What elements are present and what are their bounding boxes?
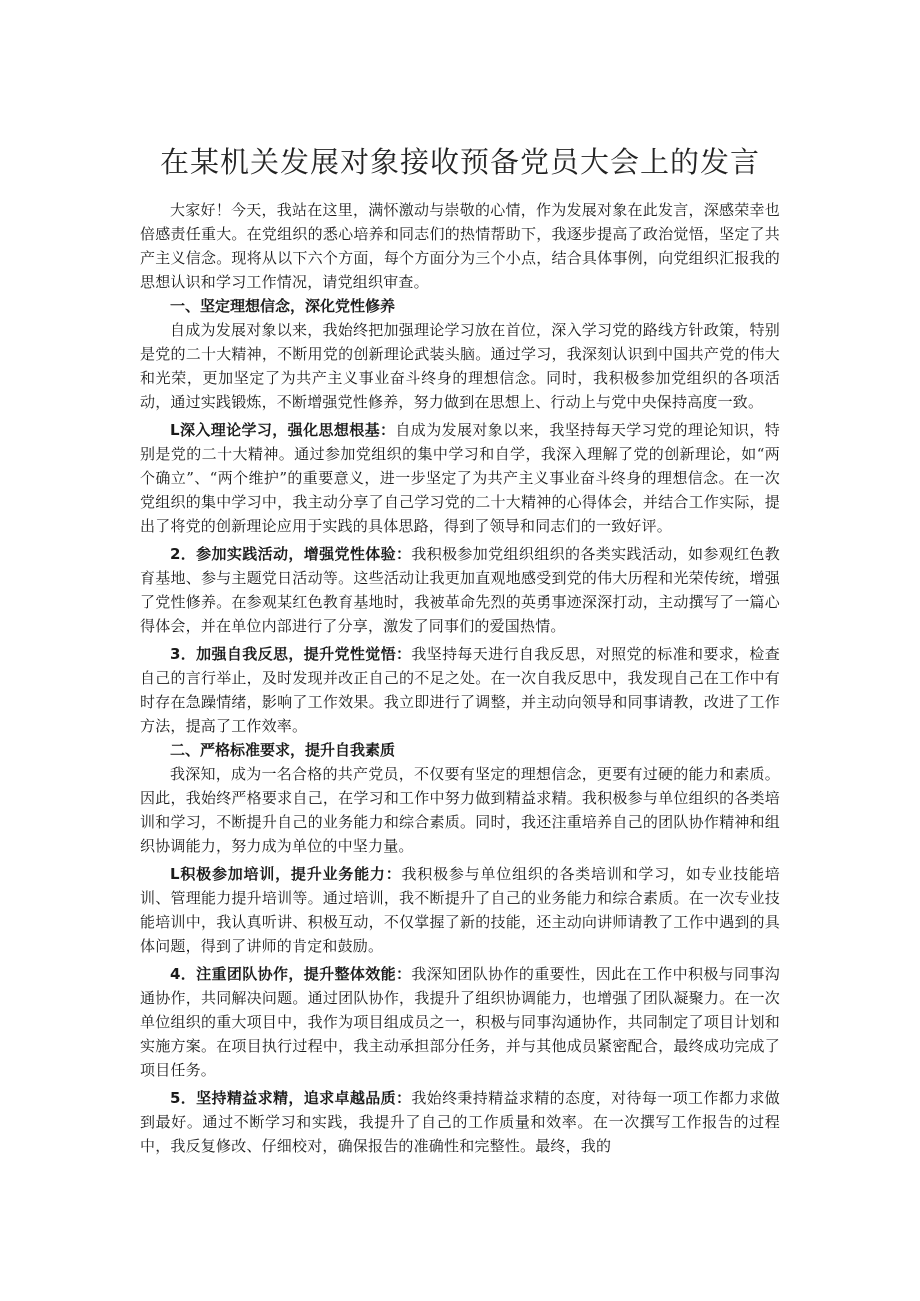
point-text: 我始终秉持精益求精的态度，对待每一项工作都力求做到最好。通过不断学习和实践，我提升了自己的工作质量和效率。在一次撰写工作报告的过程中，我反复修改、仔细校对，确保报告的准确性和完整性。最终，我的	[140, 1089, 780, 1155]
point-lead: L积极参加培训，提升业务能力：	[170, 865, 402, 883]
document-body	[140, 198, 780, 1158]
point-lead: 5．坚持精益求精，追求卓越品质：	[170, 1089, 412, 1107]
section-1-point-1	[140, 418, 780, 538]
intro-paragraph: 大家好！今天，我站在这里，满怀激动与崇敬的心情，作为发展对象在此发言，深感荣幸也倍感责任重大。在党组织的悉心培养和同志们的热情帮助下，我逐步提高了政治觉悟，坚定了共产主义信念。现将从以下六个方面，每个方面分为三个小点，结合具体事例，向党组织汇报我的思想认识和学习工作情况，请党组织审查。	[140, 201, 780, 291]
section-1-point-2	[140, 542, 780, 638]
point-text: 我深知团队协作的重要性，因此在工作中积极与同事沟通协作，共同解决问题。通过团队协作，我提升了组织协调能力，也增强了团队凝聚力。在一次单位组织的重大项目中，我作为项目组成员之一，积极与同事沟通协作，共同制定了项目计划和实施方案。在项目执行过程中，我主动承担部分任务，并与其他成员紧密配合，最终成功完成了项目任务。	[140, 965, 780, 1079]
section-1-paragraph: 自成为发展对象以来，我始终把加强理论学习放在首位，深入学习党的路线方针政策，特别是党的二十大精神，不断用党的创新理论武装头脑。通过学习，我深刻认识到中国共产党的伟大和光荣，更加坚定了为共产主义事业奋斗终身的理想信念。同时，我积极参加党组织的各项活动，通过实践锻炼，不断增强党性修养，努力做到在思想上、行动上与党中央保持高度一致。	[140, 321, 780, 411]
point-text: 我坚持每天进行自我反思，对照党的标准和要求，检查自己的言行举止，及时发现并改正自己的不足之处。在一次自我反思中，我发现自己在工作中有时存在急躁情绪，影响了工作效果。我立即进行了调整，并主动向领导和同事请教，改进了工作方法，提高了工作效率。	[140, 645, 780, 735]
section-2-paragraph: 我深知，成为一名合格的共产党员，不仅要有坚定的理想信念，更要有过硬的能力和素质。因此，我始终严格要求自己，在学习和工作中努力做到精益求精。我积极参与单位组织的各类培训和学习，不断提升自己的业务能力和综合素质。同时，我还注重培养自己的团队协作精神和组织协调能力，努力成为单位的中坚力量。	[140, 765, 780, 855]
point-lead: 3．加强自我反思，提升党性觉悟：	[170, 645, 412, 663]
section-2-heading: 二、严格标准要求，提升自我素质	[170, 741, 396, 759]
point-lead: 2．参加实践活动，增强党性体验：	[170, 545, 412, 563]
section-2-point-2	[140, 962, 780, 1082]
document-title: 在某机关发展对象接收预备党员大会上的发言	[159, 145, 760, 179]
section-2-point-1	[140, 862, 780, 958]
section-1-heading: 一、坚定理想信念，深化党性修养	[170, 297, 396, 315]
point-text: 自成为发展对象以来，我坚持每天学习党的理论知识，特别是党的二十大精神。通过参加党组织的集中学习和自学，我深入理解了党的创新理论，如“两个确立”、“两个维护”的重要意义，进一步坚定了为共产主义事业奋斗终身的理想信念。在一次党组织的集中学习中，我主动分享了自己学习党的二十大精神的心得体会，并结合工作实际，提出了将党的创新理论应用于实践的具体思路，得到了领导和同志们的一致好评。	[140, 421, 780, 535]
section-1-point-3	[140, 642, 780, 738]
point-lead: L深入理论学习，强化思想根基：	[170, 421, 396, 439]
point-lead: 4．注重团队协作，提升整体效能：	[170, 965, 412, 983]
point-text: 我积极参加党组织组织的各类实践活动，如参观红色教育基地、参与主题党日活动等。这些活动让我更加直观地感受到党的伟大历程和光荣传统，增强了党性修养。在参观某红色教育基地时，我被革命先烈的英勇事迹深深打动，主动撰写了一篇心得体会，并在单位内部进行了分享，激发了同事们的爱国热情。	[140, 545, 780, 635]
section-2-point-3	[140, 1086, 780, 1158]
point-text: 我积极参与单位组织的各类培训和学习，如专业技能培训、管理能力提升培训等。通过培训，我不断提升了自己的业务能力和综合素质。在一次专业技能培训中，我认真听讲、积极互动，不仅掌握了新的技能，还主动向讲师请教了工作中遇到的具体问题，得到了讲师的肯定和鼓励。	[140, 865, 780, 955]
